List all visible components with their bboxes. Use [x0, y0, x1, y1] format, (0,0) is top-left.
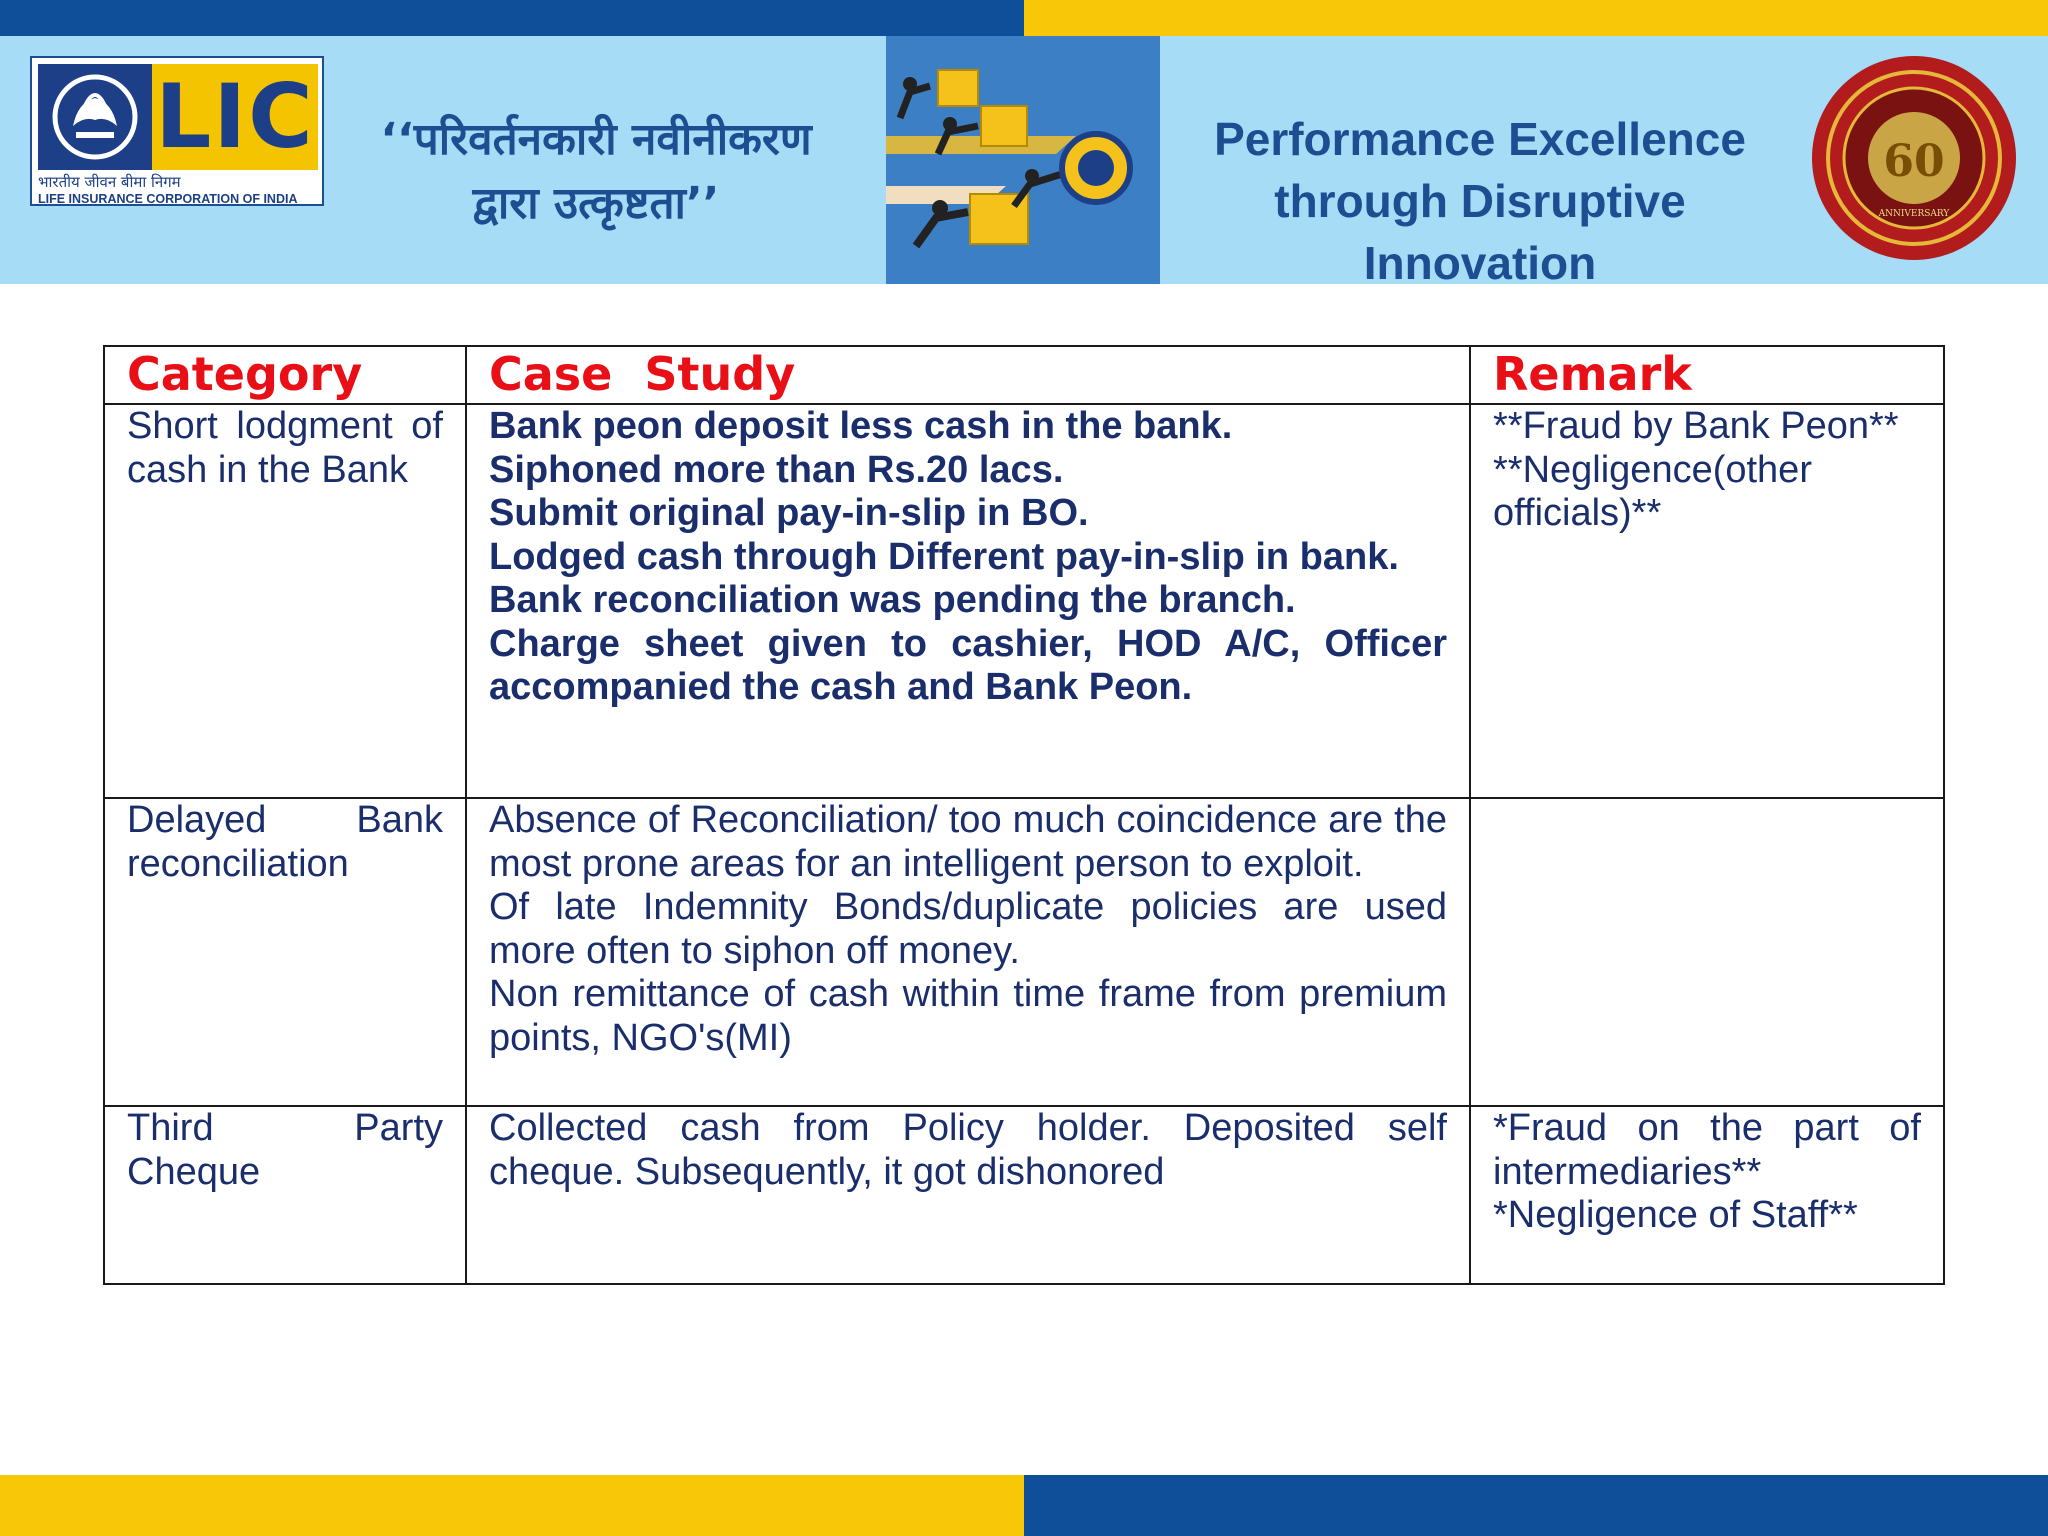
table-row	[104, 1106, 1944, 1284]
case-study-line: Bank peon deposit less cash in the bank.	[489, 405, 1233, 447]
lic-hindi-name: भारतीय जीवन बीमा निगम	[38, 173, 181, 191]
remark-line: **Fraud by Bank Peon**	[1493, 405, 1899, 447]
table-header-row	[104, 346, 1944, 404]
lic-emblem-icon	[38, 64, 152, 170]
seal-number: 60	[1883, 136, 1945, 187]
case-study-line: Of late Indemnity Bonds/duplicate policies are used more often to siphon off money.	[489, 886, 1447, 972]
anniversary-seal-icon	[1810, 54, 2018, 262]
seal-label: ANNIVERSARY	[1878, 209, 1950, 219]
hindi-slogan	[336, 108, 856, 236]
case-study-line: Siphoned more than Rs.20 lacs.	[489, 448, 1064, 491]
tagline-line2: through Disruptive Innovation	[1274, 175, 1686, 289]
case-study-line: Non remittance of cash within time frame from premium points, NGO's(MI)	[489, 973, 1447, 1059]
case-study-cell	[466, 404, 1470, 798]
lic-logo	[30, 56, 324, 206]
remark-line: *Fraud on the part of intermediaries**	[1493, 1107, 1921, 1193]
case-study-cell	[466, 798, 1470, 1106]
table-row	[104, 404, 1944, 798]
hindi-slogan-line2: द्वारा उत्कृष्टता’’	[472, 178, 720, 229]
remark-cell	[1470, 404, 1944, 798]
top-yellow-bar	[1024, 0, 2048, 36]
case-study-table	[103, 345, 1945, 1285]
remark-cell	[1470, 1106, 1944, 1284]
case-study-line: Submit original pay-in-slip in BO.	[489, 492, 1089, 534]
remark-line: *Negligence of Staff**	[1493, 1194, 1858, 1236]
case-study-line: Absence of Reconciliation/ too much coincidence are the most prone areas for an intelligent person to exploit.	[489, 799, 1447, 885]
top-blue-bar	[0, 0, 1024, 36]
lic-wordmark: LIC	[152, 64, 318, 170]
tagline-line1: Performance Excellence	[1214, 113, 1746, 165]
case-study-line: Lodged cash through Different pay-in-slip in bank.	[489, 535, 1399, 578]
table-row	[104, 798, 1944, 1106]
case-study-cell	[466, 1106, 1470, 1284]
remark-cell	[1470, 798, 1944, 1106]
category-cell: Delayed Bank reconciliation	[104, 798, 466, 1106]
case-study-line: Bank reconciliation was pending the branch.	[489, 579, 1296, 621]
category-cell: Short lodgment of cash in the Bank	[104, 404, 466, 798]
tagline	[1180, 108, 1780, 294]
bottom-blue-bar	[1024, 1475, 2048, 1536]
bottom-yellow-bar	[0, 1475, 1024, 1536]
case-study-line: Charge sheet given to cashier, HOD A/C, Officer accompanied the cash and Bank Peon.	[489, 622, 1447, 708]
case-study-line: Collected cash from Policy holder. Deposited self cheque. Subsequently, it got dishonored	[489, 1107, 1447, 1193]
column-header-category: Category	[104, 346, 466, 404]
category-cell: Third Party Cheque	[104, 1106, 466, 1284]
remark-line: **Negligence(other officials)**	[1493, 448, 1812, 534]
hindi-slogan-line1: ‘‘परिवर्तनकारी नवीनीकरण	[380, 114, 812, 165]
column-header-remark: Remark	[1470, 346, 1944, 404]
pushing-boxes-illustration	[886, 36, 1160, 284]
column-header-case-study: Case Study	[466, 346, 1470, 404]
lic-english-name: LIFE INSURANCE CORPORATION OF INDIA	[38, 192, 298, 206]
